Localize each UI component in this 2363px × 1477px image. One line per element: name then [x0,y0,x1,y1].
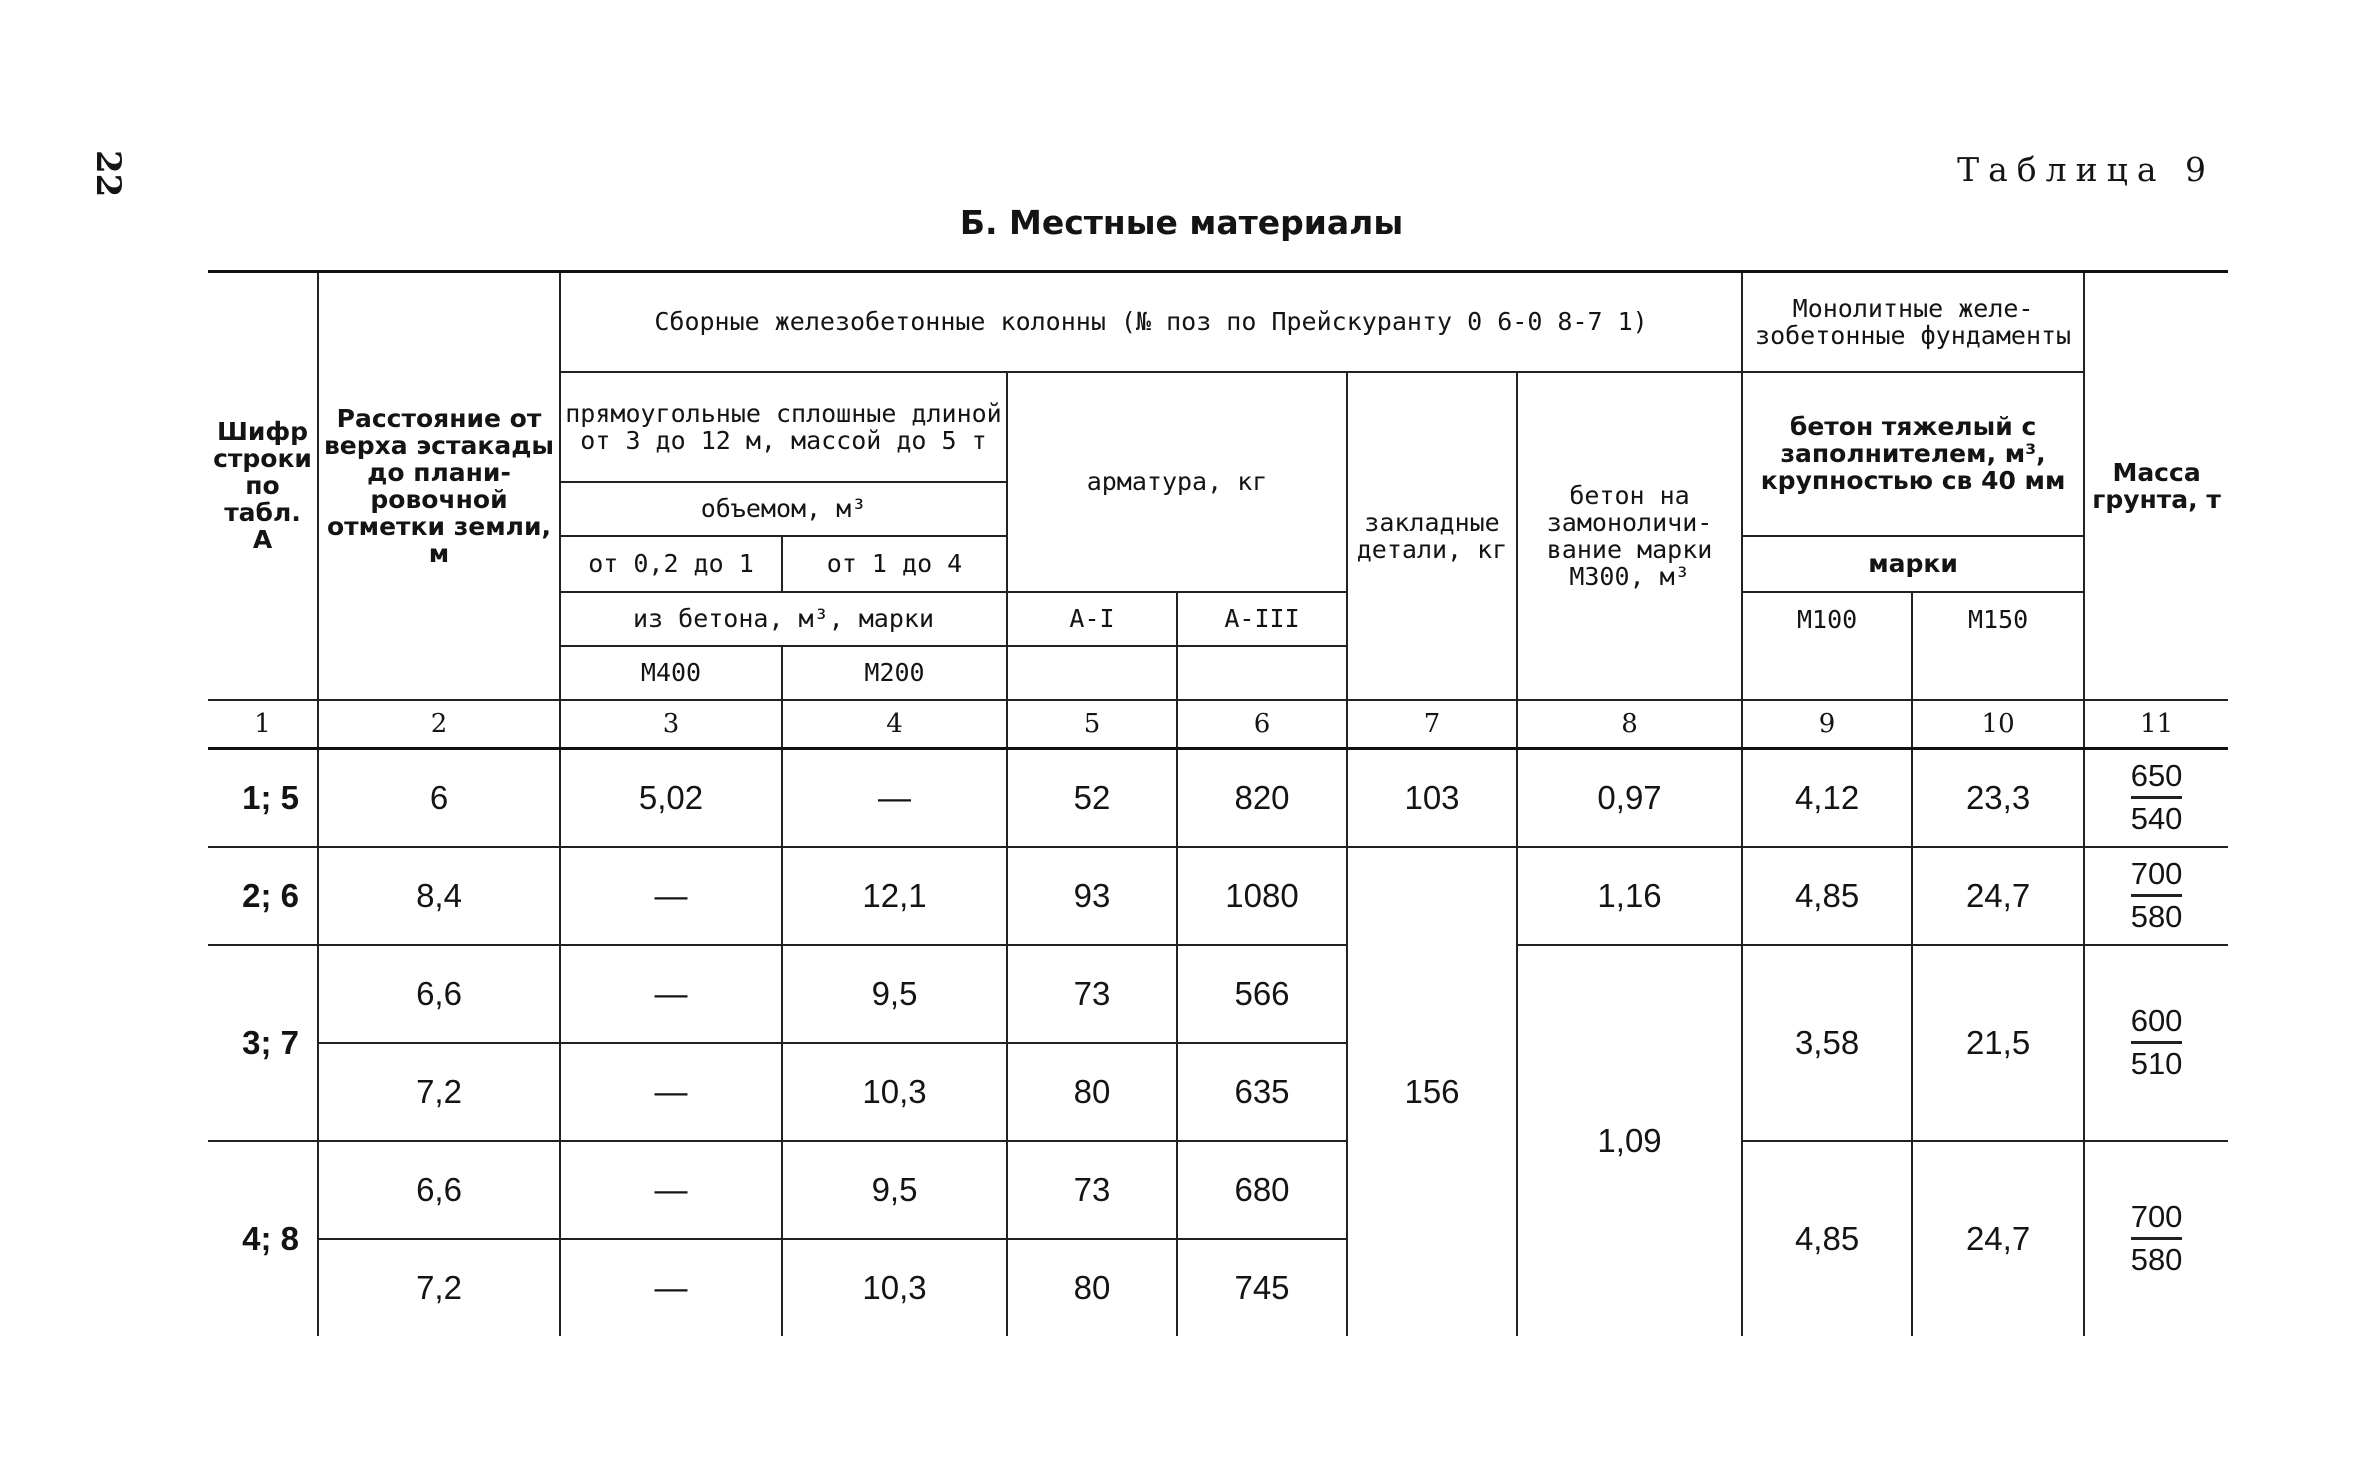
header-concrete-fill: бетон на замоноличи-вание марки М300, м³ [1517,372,1742,700]
soil-mass-lower: 540 [2131,796,2183,839]
soil-mass-fraction [2131,1197,2183,1280]
soil-mass-fraction [2131,756,2183,839]
header-monolithic-foundations: Монолитные желе-зобетонные фундаменты [1742,272,2084,372]
header-cipher: Шифр строки по табл. А [208,272,318,700]
distance-cell: 7,2 [318,1043,560,1141]
fill-cell: 0,97 [1517,748,1742,847]
soil-mass-lower: 580 [2131,1237,2183,1280]
table-label: Таблица 9 [1957,150,2215,189]
table-row [208,748,2228,847]
soil-mass-cell [2084,847,2228,945]
a3-cell: 566 [1177,945,1347,1043]
soil-mass-lower: 510 [2131,1041,2183,1084]
a1-cell: 73 [1007,945,1177,1043]
embedded-shared-cell: 156 [1347,847,1517,1336]
m200-cell: 9,5 [782,1141,1007,1239]
m200-cell: — [782,748,1007,847]
m400-cell: — [560,847,782,945]
m100-cell: 4,12 [1742,748,1912,847]
a1-cell: 80 [1007,1239,1177,1336]
header-m400: М400 [560,646,782,700]
m150-cell: 24,7 [1912,1141,2084,1336]
distance-cell: 6 [318,748,560,847]
soil-mass-cell [2084,1141,2228,1336]
table-row [208,1141,2228,1239]
header-heavy-concrete: бетон тяжелый с заполнителем, м³, крупностью св 40 мм [1742,372,2084,536]
header-precast-columns: Сборные железобетонные колонны (№ поз по Прейскуранту 0 6-0 8-7 1) [560,272,1742,372]
column-number: 7 [1347,700,1517,749]
m400-cell: — [560,1239,782,1336]
column-number: 2 [318,700,560,749]
distance-cell: 6,6 [318,945,560,1043]
header-m100: М100 [1742,592,1912,646]
table-title: Б. Местные материалы [959,203,1404,242]
row-cipher: 3; 7 [208,945,318,1141]
distance-cell: 8,4 [318,847,560,945]
a3-cell: 820 [1177,748,1347,847]
m200-cell: 10,3 [782,1239,1007,1336]
soil-mass-upper: 700 [2130,856,2183,891]
m400-cell: — [560,1141,782,1239]
soil-mass-lower: 580 [2131,894,2183,937]
m200-cell: 12,1 [782,847,1007,945]
column-number: 3 [560,700,782,749]
table-row [208,847,2228,945]
header-m200: М200 [782,646,1007,700]
embedded-cell: 103 [1347,748,1517,847]
header-volume-range-1: от 0,2 до 1 [560,536,782,592]
distance-cell: 7,2 [318,1239,560,1336]
a3-cell: 635 [1177,1043,1347,1141]
header-soil-mass: Масса грунта, т [2084,272,2228,700]
a3-cell: 745 [1177,1239,1347,1336]
column-number: 9 [1742,700,1912,749]
fill-shared-cell: 1,09 [1517,945,1742,1336]
a3-cell: 680 [1177,1141,1347,1239]
header-grades: марки [1742,536,2084,592]
m400-cell: — [560,945,782,1043]
column-number: 5 [1007,700,1177,749]
soil-mass-upper: 700 [2130,1199,2183,1234]
column-number: 6 [1177,700,1347,749]
header-rect-solid: прямоугольные сплошные длиной от 3 до 12 м, массой до 5 т [560,372,1007,482]
column-number: 8 [1517,700,1742,749]
row-cipher: 4; 8 [208,1141,318,1336]
soil-mass-cell [2084,945,2228,1141]
m150-cell: 23,3 [1912,748,2084,847]
materials-table [208,270,2228,1336]
m400-cell: 5,02 [560,748,782,847]
header-volume-range-2: от 1 до 4 [782,536,1007,592]
soil-mass-cell [2084,748,2228,847]
m100-cell: 3,58 [1742,945,1912,1141]
header-distance: Расстояние от верха эстакады до плани-ровочной отметки земли, м [318,272,560,700]
a1-cell: 93 [1007,847,1177,945]
soil-mass-upper: 600 [2130,1003,2183,1038]
soil-mass-fraction [2131,1001,2183,1084]
m100-cell: 4,85 [1742,847,1912,945]
m400-cell: — [560,1043,782,1141]
m150-cell: 21,5 [1912,945,2084,1141]
header-embedded-parts: закладные детали, кг [1347,372,1517,700]
row-cipher: 2; 6 [208,847,318,945]
header-rebar: арматура, кг [1007,372,1347,592]
a1-cell: 52 [1007,748,1177,847]
a1-cell: 80 [1007,1043,1177,1141]
a3-cell: 1080 [1177,847,1347,945]
header-concrete-grade: из бетона, м³, марки [560,592,1007,646]
soil-mass-upper: 650 [2130,758,2183,793]
page-number: 22 [88,150,128,198]
table-row [208,945,2228,1043]
row-cipher: 1; 5 [208,748,318,847]
column-number: 11 [2084,700,2228,749]
m150-cell: 24,7 [1912,847,2084,945]
m200-cell: 9,5 [782,945,1007,1043]
column-number: 4 [782,700,1007,749]
header-m150: М150 [1912,592,2084,646]
a1-cell: 73 [1007,1141,1177,1239]
m200-cell: 10,3 [782,1043,1007,1141]
header-a1: A-I [1007,592,1177,646]
m100-cell: 4,85 [1742,1141,1912,1336]
column-number: 10 [1912,700,2084,749]
header-volume: объемом, м³ [560,482,1007,536]
fill-cell: 1,16 [1517,847,1742,945]
column-number: 1 [208,700,318,749]
soil-mass-fraction [2131,854,2183,937]
header-a3: A-III [1177,592,1347,646]
distance-cell: 6,6 [318,1141,560,1239]
